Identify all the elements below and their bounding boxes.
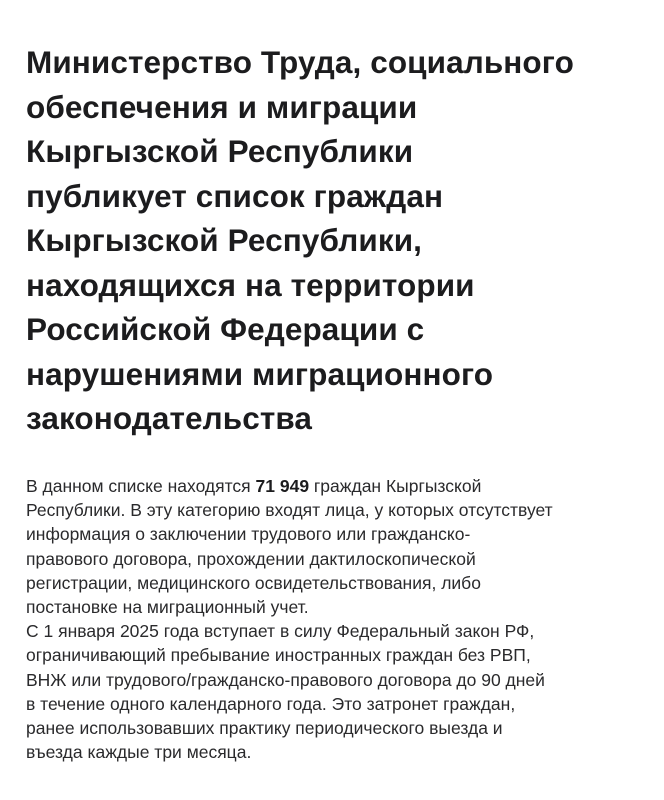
body-line: ранее использовавших практику периодического выезда и bbox=[26, 718, 503, 739]
paragraph-law-info bbox=[26, 619, 646, 764]
title-line: Российской Федерации с bbox=[26, 311, 425, 347]
body-line: в течение одного календарного года. Это затронет граждан, bbox=[26, 693, 516, 714]
body-line: регистрации, медицинского освидетельствования, либо bbox=[26, 572, 481, 593]
article-body bbox=[26, 474, 646, 764]
article-title bbox=[26, 40, 646, 441]
body-line: информация о заключении трудового или гражданско- bbox=[26, 524, 471, 545]
citizen-count: 71 949 bbox=[255, 476, 310, 496]
body-line: въезда каждые три месяца. bbox=[26, 742, 252, 763]
body-line: Республики. В эту категорию входят лица, у которых отсутствует bbox=[26, 500, 553, 521]
title-line: законодательства bbox=[26, 400, 313, 436]
body-line bbox=[26, 474, 646, 498]
title-line: Кыргызской Республики bbox=[26, 133, 414, 169]
body-line: ВНЖ или трудового/гражданско-правового договора до 90 дней bbox=[26, 669, 545, 690]
title-line: Кыргызской Республики, bbox=[26, 222, 423, 258]
title-line: находящихся на территории bbox=[26, 266, 475, 303]
body-line: ограничивающий пребывание иностранных граждан без РВП, bbox=[26, 645, 531, 666]
body-line: постановке на миграционный учет. bbox=[26, 597, 309, 618]
title-line: обеспечения и миграции bbox=[26, 88, 418, 125]
body-line: правового договора, прохождении дактилоскопической bbox=[26, 548, 476, 569]
paragraph-list-info bbox=[26, 474, 646, 619]
title-line: Министерство Труда, социального bbox=[26, 44, 574, 80]
body-line: С 1 января 2025 года вступает в силу Федеральный закон РФ, bbox=[26, 621, 535, 642]
body-text-fragment: В данном списке находятся bbox=[26, 476, 256, 496]
title-line: нарушениями миграционного bbox=[26, 355, 494, 392]
title-line: публикует список граждан bbox=[26, 177, 444, 214]
body-text-fragment: граждан Кыргызской bbox=[309, 476, 482, 496]
